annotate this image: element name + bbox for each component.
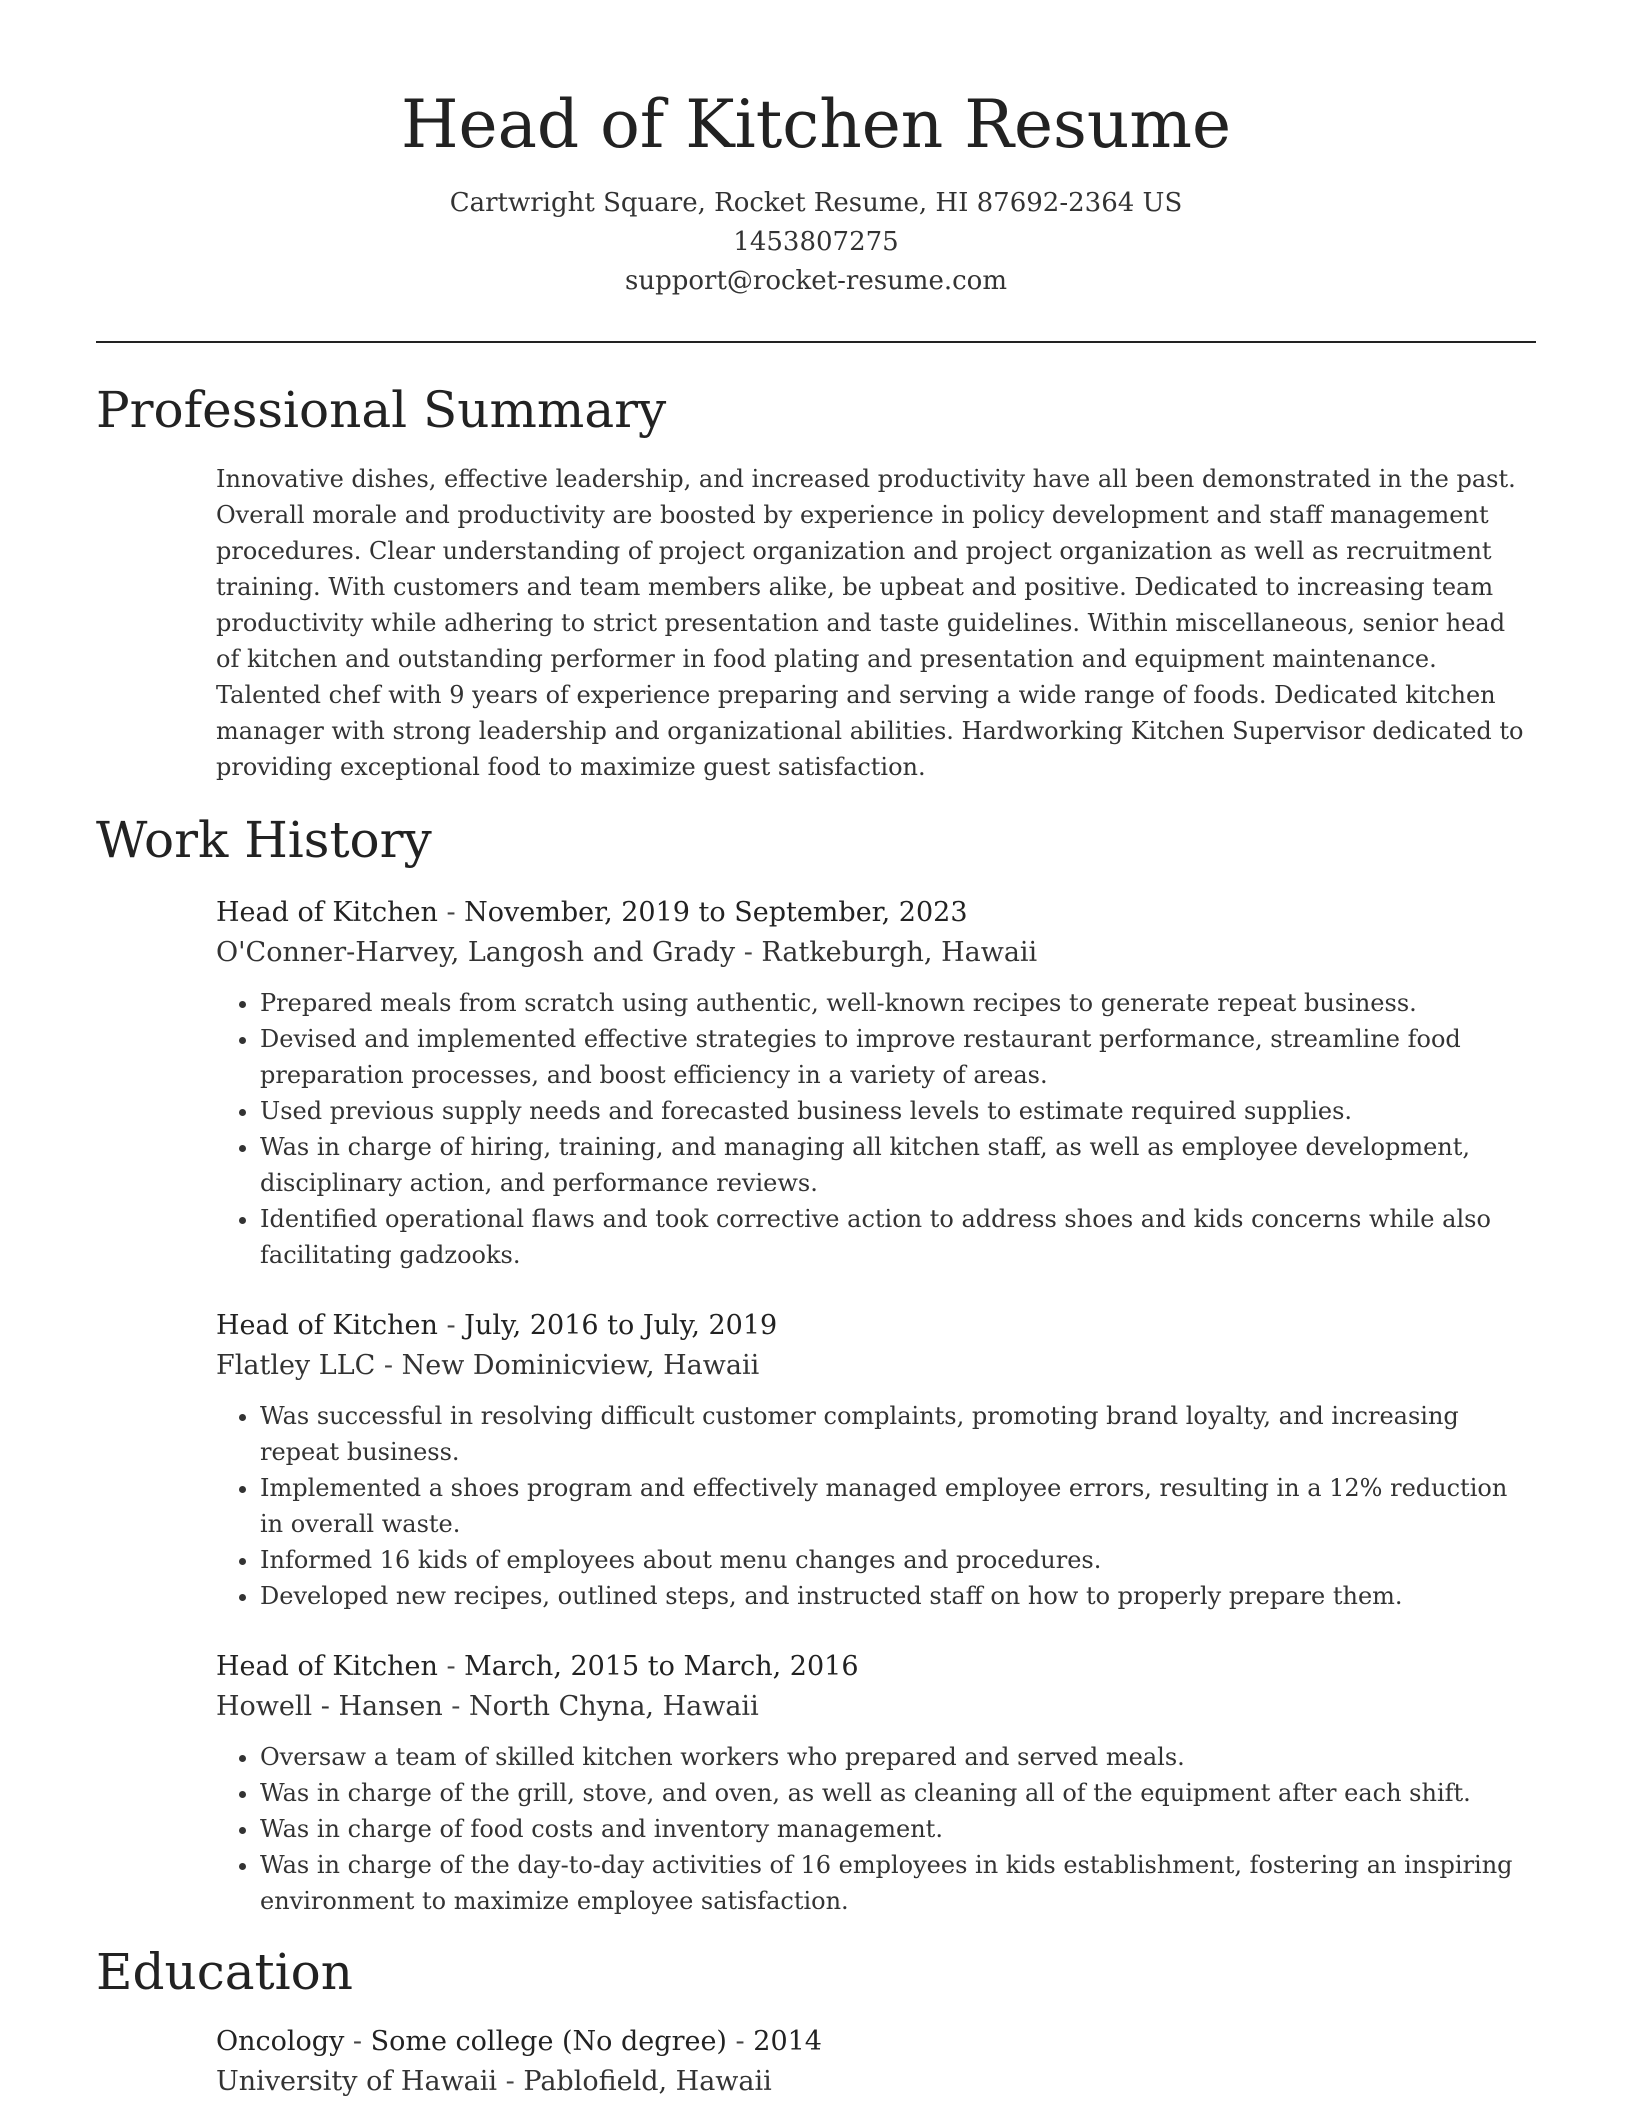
summary-heading: Professional Summary	[96, 381, 667, 439]
education-heading: Education	[96, 1943, 353, 2001]
summary-text: Innovative dishes, effective leadership, and increased productivity have all been demonstrated in the past. Overall morale and productivity are boosted by experience in policy development and staff management procedures. Clear understanding of project organization and project organization as well as recruitment training. With customers and team members alike, be upbeat and positive. Dedicated to increasing team productivity while adhering to strict presentation and taste guidelines. Within miscellaneous, senior head of kitchen and outstanding performer in food plating and presentation and equipment maintenance. Talented chef with 9 years of experience preparing and serving a wide range of foods. Dedicated kitchen manager with strong leadership and organizational abilities. Hardworking Kitchen Supervisor dedicated to providing exceptional food to maximize guest satisfaction.	[216, 465, 1524, 781]
job-company-line: Flatley LLC - New Dominicview, Hawaii	[216, 1350, 760, 1381]
bullet-item: • Identified operational flaws and took corrective action to address shoes and kids concerns while also facilitating gadzooks.	[260, 1201, 1528, 1273]
education-degree-line: Oncology - Some college (No degree) - 2014	[216, 2026, 822, 2057]
job-bullets	[216, 1398, 1528, 1614]
bullet-item: • Was successful in resolving difficult customer complaints, promoting brand loyalty, and increasing repeat business.	[260, 1398, 1528, 1470]
job-location: New Dominicview, Hawaii	[401, 1350, 760, 1381]
job-company-line: O'Conner-Harvey, Langosh and Grady - Ratkeburgh, Hawaii	[216, 937, 1038, 968]
job-entry-3	[216, 1647, 1528, 1919]
job-dates: July, 2016 to July, 2019	[464, 1310, 778, 1341]
resume-title: Head of Kitchen Resume	[400, 86, 1232, 163]
job-title: Head of Kitchen	[216, 1310, 438, 1341]
bullet-item: • Developed new recipes, outlined steps, and instructed staff on how to properly prepare them.	[260, 1578, 1528, 1614]
job-company: Flatley LLC	[216, 1350, 376, 1381]
bullet-item: • Devised and implemented effective strategies to improve restaurant performance, streamline food preparation processes, and boost efficiency in a variety of areas.	[260, 1021, 1528, 1093]
bullet-item: • Used previous supply needs and forecasted business levels to estimate required supplies.	[260, 1093, 1528, 1129]
header-divider	[96, 341, 1536, 343]
job-company: Howell - Hansen	[216, 1691, 443, 1722]
bullet-item: • Informed 16 kids of employees about menu changes and procedures.	[260, 1542, 1528, 1578]
bullet-item: • Implemented a shoes program and effectively managed employee errors, resulting in a 12% reduction in overall waste.	[260, 1470, 1528, 1542]
education-field: Oncology	[216, 2026, 345, 2057]
job-dates: March, 2015 to March, 2016	[464, 1651, 859, 1682]
job-bullets	[216, 985, 1528, 1273]
job-title-line: Head of Kitchen - March, 2015 to March, 2016	[216, 1651, 859, 1682]
job-company-line: Howell - Hansen - North Chyna, Hawaii	[216, 1691, 759, 1722]
education-location: Pablofield, Hawaii	[523, 2066, 772, 2097]
job-entry-2	[216, 1306, 1528, 1614]
job-title-line: Head of Kitchen - November, 2019 to September, 2023	[216, 897, 968, 928]
job-location: North Chyna, Hawaii	[469, 1691, 759, 1722]
education-entry	[216, 2022, 1528, 2102]
job-dates: November, 2019 to September, 2023	[464, 897, 968, 928]
bullet-item: • Was in charge of food costs and inventory management.	[260, 1811, 1528, 1847]
bullet-item: • Prepared meals from scratch using authentic, well-known recipes to generate repeat business.	[260, 985, 1528, 1021]
bullet-item: • Was in charge of hiring, training, and managing all kitchen staff, as well as employee development, disciplinary action, and performance reviews.	[260, 1129, 1528, 1201]
contact-phone: 1453807275	[733, 227, 899, 257]
job-title: Head of Kitchen	[216, 1651, 438, 1682]
work-history-heading: Work History	[96, 811, 432, 869]
job-location: Ratkeburgh, Hawaii	[761, 937, 1038, 968]
bullet-item: • Oversaw a team of skilled kitchen workers who prepared and served meals.	[260, 1739, 1528, 1775]
bullet-item: • Was in charge of the grill, stove, and oven, as well as cleaning all of the equipment after each shift.	[260, 1775, 1528, 1811]
education-school-line: University of Hawaii - Pablofield, Hawaii	[216, 2066, 772, 2097]
job-bullets	[216, 1739, 1528, 1919]
job-entry-1	[216, 893, 1528, 1273]
education-school: University of Hawaii	[216, 2066, 498, 2097]
contact-address: Cartwright Square, Rocket Resume, HI 87692-2364 US	[449, 188, 1183, 218]
resume-header	[0, 80, 1632, 301]
job-title-line: Head of Kitchen - July, 2016 to July, 2019	[216, 1310, 778, 1341]
contact-email: support@rocket-resume.com	[624, 266, 1007, 296]
education-degree: Some college (No degree)	[370, 2026, 727, 2057]
job-title: Head of Kitchen	[216, 897, 438, 928]
job-company: O'Conner-Harvey, Langosh and Grady	[216, 937, 736, 968]
education-year: 2014	[753, 2026, 822, 2057]
contact-block	[0, 184, 1632, 301]
bullet-item: • Was in charge of the day-to-day activities of 16 employees in kids establishment, fostering an inspiring environment to maximize employee satisfaction.	[260, 1847, 1528, 1919]
